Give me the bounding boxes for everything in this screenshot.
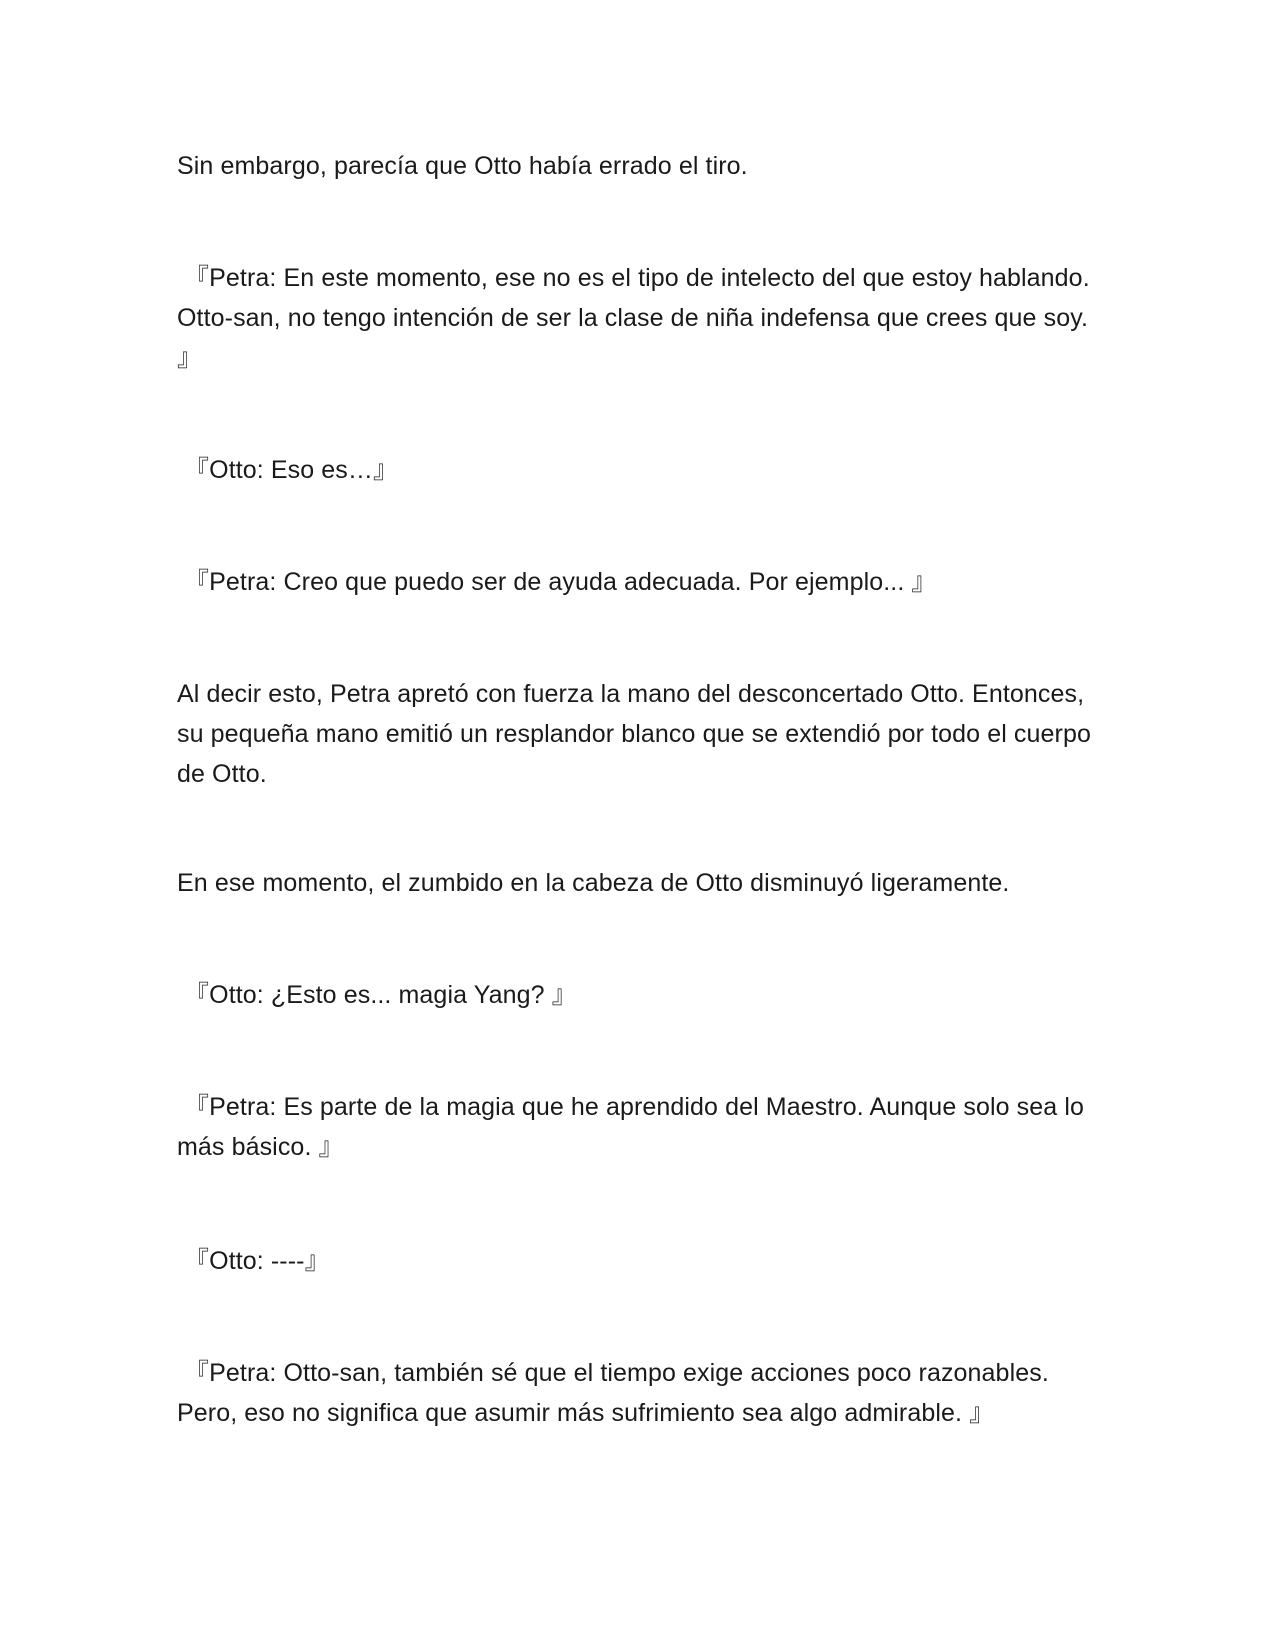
paragraph-narration-3: En ese momento, el zumbido en la cabeza de Otto disminuyó ligeramente. [177, 869, 1010, 897]
paragraph-narration-2: Al decir esto, Petra apretó con fuerza la mano del desconcertado Otto. Entonces, su pequeña mano emitió un resplandor blanco que se extendió por todo el cuerpo de Otto. [177, 680, 1099, 788]
paragraph-narration-1: Sin embargo, parecía que Otto había errado el tiro. [177, 152, 748, 180]
paragraph-dialogue-petra-1: 『Petra: En este momento, ese no es el tipo de intelecto del que estoy hablando. Otto-san, no tengo intención de ser la clase de niña indefensa que crees que soy. 』 [177, 264, 1097, 372]
paragraph-dialogue-petra-2: 『Petra: Creo que puedo ser de ayuda adecuada. Por ejemplo... 』 [177, 568, 937, 596]
paragraph-dialogue-otto-3: 『Otto: ----』 [177, 1247, 330, 1275]
paragraph-dialogue-petra-3: 『Petra: Es parte de la magia que he aprendido del Maestro. Aunque solo sea lo más básico. 』 [177, 1093, 1092, 1161]
paragraph-dialogue-otto-1: 『Otto: Eso es…』 [177, 456, 399, 484]
paragraph-dialogue-otto-2: 『Otto: ¿Esto es... magia Yang? 』 [177, 981, 577, 1009]
paragraph-dialogue-petra-4: 『Petra: Otto-san, también sé que el tiempo exige acciones poco razonables. Pero, eso no significa que asumir más sufrimiento sea algo admirable. 』 [177, 1359, 1056, 1427]
